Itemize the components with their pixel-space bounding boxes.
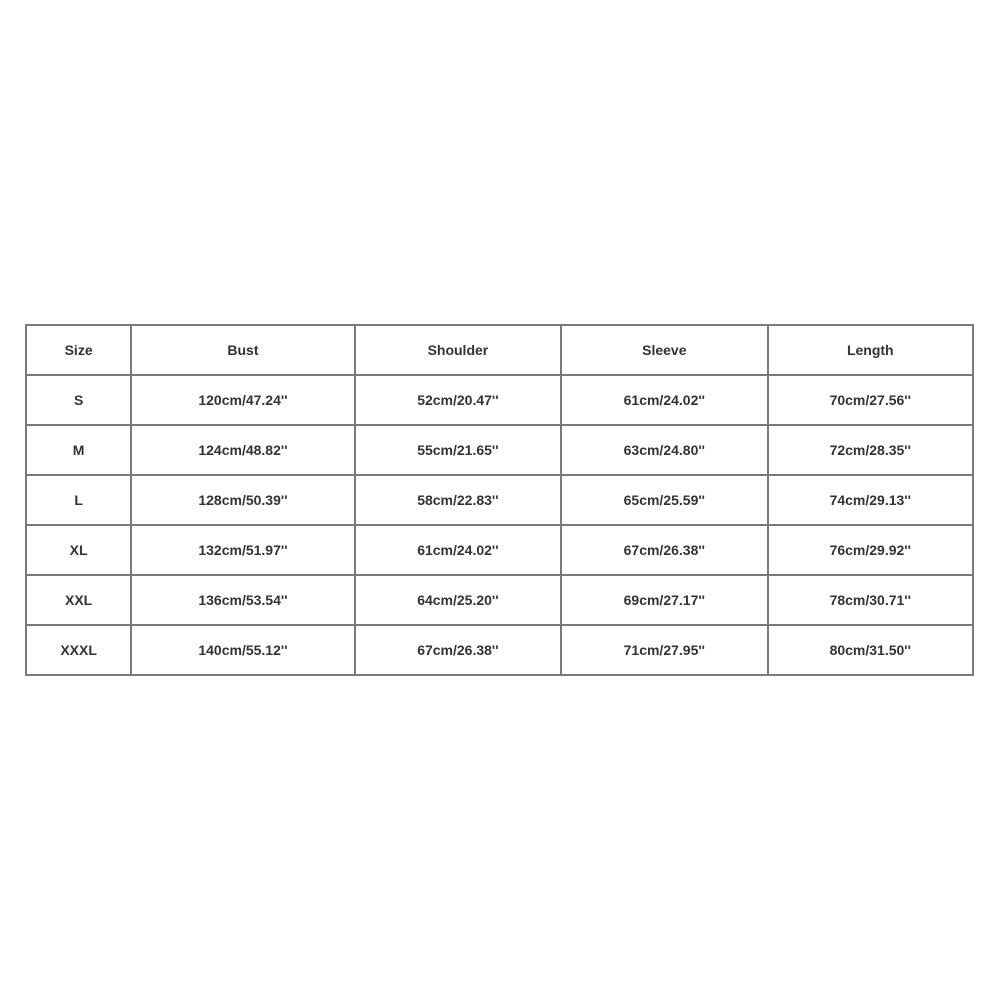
cell-length: 78cm/30.71'' (768, 575, 973, 625)
table-row (26, 375, 973, 425)
header-shoulder: Shoulder (355, 325, 561, 375)
cell-length: 80cm/31.50'' (768, 625, 973, 675)
cell-sleeve: 61cm/24.02'' (561, 375, 767, 425)
cell-sleeve: 71cm/27.95'' (561, 625, 767, 675)
header-bust: Bust (131, 325, 354, 375)
cell-length: 74cm/29.13'' (768, 475, 973, 525)
cell-size: M (26, 425, 131, 475)
cell-length: 70cm/27.56'' (768, 375, 973, 425)
table-row (26, 425, 973, 475)
header-sleeve: Sleeve (561, 325, 767, 375)
table-row (26, 625, 973, 675)
cell-shoulder: 55cm/21.65'' (355, 425, 561, 475)
table-row (26, 575, 973, 625)
cell-sleeve: 63cm/24.80'' (561, 425, 767, 475)
cell-bust: 120cm/47.24'' (131, 375, 354, 425)
cell-size: XL (26, 525, 131, 575)
cell-bust: 124cm/48.82'' (131, 425, 354, 475)
table-row (26, 475, 973, 525)
cell-shoulder: 52cm/20.47'' (355, 375, 561, 425)
table-body (26, 375, 973, 675)
cell-size: L (26, 475, 131, 525)
cell-size: S (26, 375, 131, 425)
cell-size: XXL (26, 575, 131, 625)
header-size: Size (26, 325, 131, 375)
cell-shoulder: 64cm/25.20'' (355, 575, 561, 625)
table-row (26, 525, 973, 575)
cell-bust: 140cm/55.12'' (131, 625, 354, 675)
cell-shoulder: 67cm/26.38'' (355, 625, 561, 675)
cell-sleeve: 69cm/27.17'' (561, 575, 767, 625)
cell-bust: 132cm/51.97'' (131, 525, 354, 575)
cell-shoulder: 61cm/24.02'' (355, 525, 561, 575)
table-header (26, 325, 973, 375)
header-row (26, 325, 973, 375)
cell-sleeve: 67cm/26.38'' (561, 525, 767, 575)
cell-length: 76cm/29.92'' (768, 525, 973, 575)
cell-shoulder: 58cm/22.83'' (355, 475, 561, 525)
cell-bust: 128cm/50.39'' (131, 475, 354, 525)
cell-size: XXXL (26, 625, 131, 675)
cell-length: 72cm/28.35'' (768, 425, 973, 475)
cell-sleeve: 65cm/25.59'' (561, 475, 767, 525)
header-length: Length (768, 325, 973, 375)
cell-bust: 136cm/53.54'' (131, 575, 354, 625)
size-chart-table (25, 324, 974, 676)
